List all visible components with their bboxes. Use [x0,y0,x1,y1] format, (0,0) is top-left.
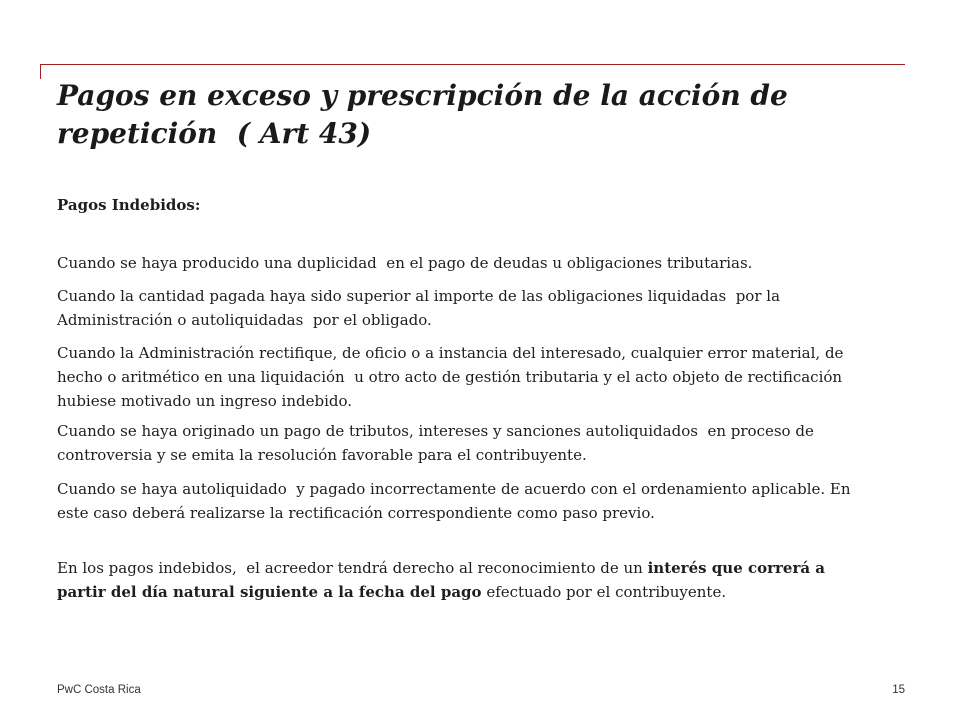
header-rule [40,64,905,65]
title-line-1: Pagos en exceso y prescripción de la acción de [57,79,788,112]
closing-line-2-text: efectuado por el contribuyente. [481,583,727,601]
closing-line-1 [57,556,937,580]
subheading: Pagos Indebidos: [57,196,201,214]
paragraph-line: Cuando se haya autoliquidado y pagado incorrectamente de acuerdo con el ordenamiento aplicable. En [57,480,851,498]
paragraph-line: Cuando la Administración rectifique, de oficio o a instancia del interesado, cualquier error material, de [57,344,844,362]
paragraph-autoliquidado [57,477,937,525]
closing-line-1-emphasis: interés que correrá a [647,559,826,577]
paragraph-line: Administración o autoliquidadas por el obligado. [57,311,432,329]
paragraph-rectificacion [57,341,937,413]
paragraph-closing [57,556,937,604]
footer-company: PwC Costa Rica [57,684,141,696]
paragraph-line: hecho o aritmético en una liquidación u otro acto de gestión tributaria y el acto objeto de rectificación [57,368,843,386]
paragraph-line: este caso deberá realizarse la rectificación correspondiente como paso previo. [57,504,655,522]
closing-line-1-text: En los pagos indebidos, el acreedor tendrá derecho al reconocimiento de un [57,559,648,577]
paragraph-line: Cuando la cantidad pagada haya sido superior al importe de las obligaciones liquidadas por la [57,287,781,305]
paragraph-duplicidad [57,251,937,275]
paragraph-line: Cuando se haya producido una duplicidad en el pago de deudas u obligaciones tributarias. [57,254,753,272]
slide-title [57,77,917,153]
paragraph-controversia [57,419,937,467]
closing-line-2-emphasis: partir del día natural siguiente a la fecha del pago [57,583,482,601]
paragraph-cantidad-superior [57,284,937,332]
title-line-2: repetición ( Art 43) [57,117,372,150]
paragraph-line: hubiese motivado un ingreso indebido. [57,392,353,410]
paragraph-line: controversia y se emita la resolución favorable para el contribuyente. [57,446,587,464]
paragraph-line: Cuando se haya originado un pago de tributos, intereses y sanciones autoliquidados en proceso de [57,422,814,440]
header-rule-tick [40,64,41,79]
page-number: 15 [892,684,905,696]
closing-line-2 [57,580,937,604]
